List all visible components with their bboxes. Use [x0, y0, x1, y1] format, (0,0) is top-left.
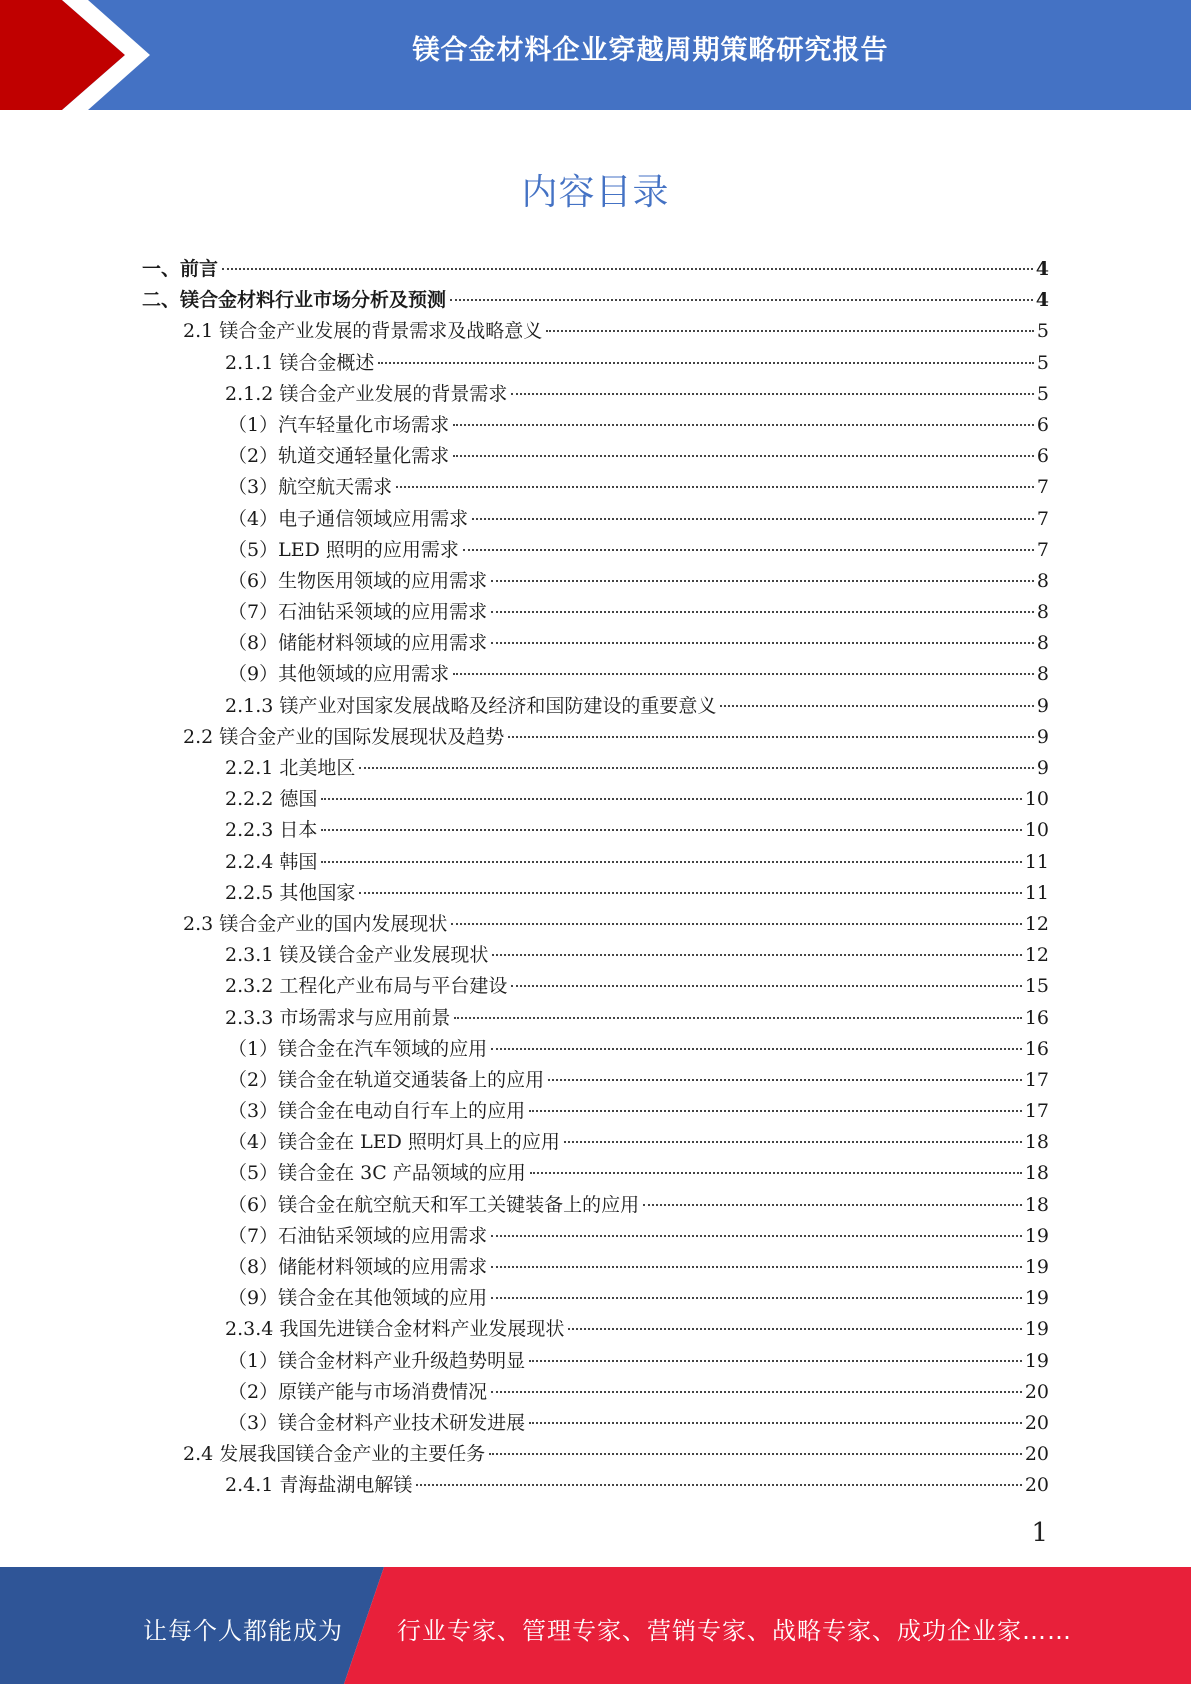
toc-entry[interactable] [0, 1283, 1049, 1314]
toc-dot-leader [454, 1017, 1021, 1019]
toc-entry-page: 16 [1024, 1037, 1049, 1060]
toc-dot-leader [321, 798, 1021, 800]
toc-entry[interactable] [0, 504, 1049, 535]
toc-dot-leader [548, 1079, 1022, 1081]
toc-entry-page: 7 [1036, 507, 1049, 530]
toc-dot-leader [530, 1172, 1022, 1174]
toc-entry-page: 11 [1024, 850, 1049, 873]
toc-entry[interactable] [0, 784, 1049, 815]
toc-dot-leader [529, 1360, 1022, 1362]
toc-entry-page: 18 [1024, 1131, 1049, 1154]
toc-entry[interactable] [0, 659, 1049, 690]
toc-entry-page: 15 [1024, 975, 1049, 998]
toc-entry[interactable] [0, 597, 1049, 628]
toc-entry-page: 20 [1024, 1443, 1049, 1466]
toc-entry[interactable] [0, 348, 1049, 379]
toc-entry[interactable] [0, 316, 1049, 347]
toc-entry-page: 4 [1035, 258, 1049, 280]
toc-entry-page: 9 [1036, 694, 1049, 717]
toc-entry-label: （9）其他领域的应用需求 [228, 663, 450, 686]
toc-dot-leader [450, 299, 1033, 301]
toc-entry-label: （2）镁合金在轨道交通装备上的应用 [228, 1068, 545, 1091]
page-number: 1 [1031, 1518, 1048, 1548]
toc-entry[interactable] [0, 1158, 1049, 1189]
toc-dot-leader [511, 985, 1021, 987]
toc-entry[interactable] [0, 1065, 1049, 1096]
toc-entry-label: 2.1.1 镁合金概述 [225, 351, 375, 374]
toc-entry-label: （6）镁合金在航空航天和军工关键装备上的应用 [228, 1193, 640, 1216]
toc-entry[interactable] [0, 1096, 1049, 1127]
toc-dot-leader [508, 736, 1034, 738]
toc-entry-label: 2.4.1 青海盐湖电解镁 [225, 1474, 413, 1497]
toc-entry-page: 19 [1024, 1224, 1049, 1247]
toc-entry-label: （1）镁合金在汽车领域的应用 [228, 1037, 488, 1060]
toc-entry-page: 9 [1036, 725, 1049, 748]
toc-entry-page: 10 [1024, 788, 1049, 811]
toc-entry-label: （7）石油钻采领域的应用需求 [228, 601, 488, 624]
toc-entry[interactable] [0, 1221, 1049, 1252]
toc-entry-label: （3）镁合金材料产业技术研发进展 [228, 1411, 526, 1434]
toc-entry-page: 19 [1024, 1349, 1049, 1372]
toc-dot-leader [416, 1484, 1021, 1486]
toc-entry-page: 5 [1036, 351, 1049, 374]
toc-entry-page: 12 [1024, 912, 1049, 935]
toc-dot-leader [321, 829, 1021, 831]
toc-entry-page: 8 [1036, 663, 1049, 686]
toc-dot-leader [491, 1235, 1022, 1237]
toc-entry[interactable] [0, 566, 1049, 597]
report-title: 镁合金材料企业穿越周期策略研究报告 [412, 35, 889, 66]
toc-entry-page: 12 [1024, 944, 1049, 967]
toc-entry-label: 2.2.5 其他国家 [225, 881, 356, 904]
toc-entry-page: 8 [1036, 632, 1049, 655]
toc-entry[interactable] [0, 1346, 1049, 1377]
toc-entry-label: （9）镁合金在其他领域的应用 [228, 1287, 488, 1310]
toc-entry-label: （8）储能材料领域的应用需求 [228, 632, 488, 655]
toc-entry[interactable] [0, 1034, 1049, 1065]
toc-dot-leader [359, 767, 1034, 769]
toc-entry-label: 2.2.1 北美地区 [225, 757, 356, 779]
toc-entry-label: 2.3.3 市场需求与应用前景 [225, 1006, 451, 1029]
toc-entry-page: 17 [1024, 1068, 1049, 1091]
toc-dot-leader [492, 954, 1021, 956]
toc-entry[interactable] [0, 1252, 1049, 1283]
footer-slogan-left: 让每个人都能成为 [143, 1617, 343, 1645]
toc-entry-page: 20 [1024, 1411, 1049, 1434]
toc-entry[interactable] [0, 410, 1049, 441]
toc-entry-page: 20 [1024, 1474, 1049, 1497]
toc-dot-leader [720, 705, 1034, 707]
toc-entry-page: 18 [1024, 1193, 1049, 1216]
toc-entry[interactable] [0, 628, 1049, 659]
toc-entry[interactable] [0, 1470, 1049, 1501]
toc-entry[interactable] [0, 472, 1049, 503]
toc-entry-page: 7 [1036, 538, 1049, 561]
toc-entry-page: 6 [1036, 445, 1049, 468]
toc-entry-label: （5）LED 照明的应用需求 [228, 538, 459, 561]
toc-entry-page: 17 [1024, 1100, 1049, 1123]
toc-entry[interactable] [0, 535, 1049, 566]
toc-dot-leader [568, 1328, 1021, 1330]
toc-entry-page: 5 [1036, 320, 1049, 343]
toc-entry-label: （1）镁合金材料产业升级趋势明显 [228, 1349, 526, 1372]
toc-entry[interactable] [0, 285, 1049, 316]
toc-dot-leader [378, 362, 1034, 364]
toc-entry-page: 19 [1024, 1318, 1049, 1341]
toc-entry-page: 16 [1024, 1006, 1049, 1029]
toc-entry-page: 8 [1036, 569, 1049, 592]
toc-entry[interactable] [0, 1314, 1049, 1345]
toc-entry-label: （4）电子通信领域应用需求 [228, 507, 469, 530]
toc-entry-label: 2.3 镁合金产业的国内发展现状 [183, 912, 448, 935]
toc-entry[interactable] [0, 1439, 1049, 1470]
toc-entry-label: （3）镁合金在电动自行车上的应用 [228, 1100, 526, 1123]
toc-entry[interactable] [0, 1190, 1049, 1221]
toc-entry-label: 2.1.2 镁合金产业发展的背景需求 [225, 382, 508, 405]
toc-entry-label: 2.3.1 镁及镁合金产业发展现状 [225, 944, 489, 967]
toc-entry[interactable] [0, 909, 1049, 940]
footer-slogan-right: 行业专家、管理专家、营销专家、战略专家、成功企业家…… [397, 1617, 1072, 1645]
toc-entry-label: 2.1.3 镁产业对国家发展战略及经济和国防建设的重要意义 [225, 694, 717, 717]
toc-entry[interactable] [0, 878, 1049, 909]
toc-entry[interactable] [0, 379, 1049, 410]
toc-dot-leader [489, 1453, 1022, 1455]
toc-entry-label: 2.3.4 我国先进镁合金材料产业发展现状 [225, 1318, 565, 1341]
toc-dot-leader [529, 1110, 1022, 1112]
toc-entry-label: 2.4 发展我国镁合金产业的主要任务 [183, 1443, 486, 1466]
toc-dot-leader [511, 393, 1034, 395]
toc-dot-leader [546, 330, 1034, 332]
toc-dot-leader [222, 268, 1033, 270]
toc-dot-leader [491, 642, 1034, 644]
toc-dot-leader [491, 1391, 1022, 1393]
toc-entry[interactable] [0, 441, 1049, 472]
toc-entry[interactable] [0, 1003, 1049, 1034]
report-footer [0, 1567, 1191, 1684]
toc-entry-page: 7 [1036, 476, 1049, 499]
toc-entry-label: （2）轨道交通轻量化需求 [228, 445, 450, 468]
toc-entry[interactable] [0, 722, 1049, 753]
toc-entry-label: 2.2 镁合金产业的国际发展现状及趋势 [183, 725, 505, 748]
toc-entry-label: 2.2.3 日本 [225, 819, 318, 842]
toc-entry[interactable] [0, 1377, 1049, 1408]
toc-dot-leader [491, 611, 1034, 613]
toc-entry-page: 9 [1036, 757, 1049, 779]
toc-entry-page: 11 [1024, 881, 1049, 904]
toc-entry-label: 二、镁合金材料行业市场分析及预测 [142, 289, 447, 312]
toc-entry[interactable] [0, 971, 1049, 1002]
toc-entry[interactable] [0, 815, 1049, 846]
toc-entry-page: 19 [1024, 1256, 1049, 1278]
toc-entry-page: 6 [1036, 413, 1049, 436]
toc-entry-label: （3）航空航天需求 [228, 476, 393, 499]
toc-dot-leader [491, 580, 1034, 582]
toc-dot-leader [453, 455, 1034, 457]
toc-entry-label: 2.2.4 韩国 [225, 850, 318, 873]
toc-entry-page: 4 [1035, 289, 1049, 312]
toc-entry-page: 18 [1024, 1162, 1049, 1185]
toc-entry-label: （8）储能材料领域的应用需求 [228, 1256, 488, 1278]
toc-entry[interactable] [0, 847, 1049, 878]
toc-entry-page: 19 [1024, 1287, 1049, 1310]
toc-entry-page: 5 [1036, 382, 1049, 405]
toc-entry[interactable] [0, 254, 1049, 285]
toc-dot-leader [453, 424, 1034, 426]
toc-entry-page: 10 [1024, 819, 1049, 842]
toc-dot-leader [453, 673, 1034, 675]
toc-entry[interactable] [0, 1408, 1049, 1439]
toc-entry-page: 20 [1024, 1380, 1049, 1403]
toc-entry-label: 2.1 镁合金产业发展的背景需求及战略意义 [183, 320, 543, 343]
toc-entry-label: 一、前言 [142, 258, 219, 280]
toc-dot-leader [491, 1048, 1022, 1050]
toc-dot-leader [359, 892, 1021, 894]
toc-entry-label: （1）汽车轻量化市场需求 [228, 413, 450, 436]
toc-entry[interactable] [0, 1127, 1049, 1158]
toc-dot-leader [472, 518, 1034, 520]
toc-dot-leader [321, 861, 1021, 863]
toc-dot-leader [396, 486, 1034, 488]
toc-dot-leader [564, 1141, 1022, 1143]
toc-dot-leader [451, 923, 1022, 925]
toc-entry-label: （4）镁合金在 LED 照明灯具上的应用 [228, 1131, 560, 1154]
toc-entry-page: 8 [1036, 601, 1049, 624]
toc-dot-leader [463, 549, 1034, 551]
toc-entry-label: （7）石油钻采领域的应用需求 [228, 1224, 488, 1247]
report-header [0, 0, 1191, 110]
toc-entry-label: （2）原镁产能与市场消费情况 [228, 1380, 488, 1403]
toc-entry[interactable] [0, 753, 1049, 784]
toc-entry[interactable] [0, 940, 1049, 971]
toc-entry-label: （5）镁合金在 3C 产品领域的应用 [228, 1162, 526, 1185]
toc-dot-leader [491, 1297, 1022, 1299]
toc-entry-label: （6）生物医用领域的应用需求 [228, 569, 488, 592]
toc-entry[interactable] [0, 691, 1049, 722]
toc-entry-label: 2.3.2 工程化产业布局与平台建设 [225, 975, 508, 998]
toc-dot-leader [529, 1422, 1022, 1424]
toc-entry-label: 2.2.2 德国 [225, 788, 318, 811]
toc-dot-leader [491, 1266, 1022, 1268]
toc-dot-leader [643, 1204, 1022, 1206]
table-of-contents [0, 254, 1191, 1502]
toc-heading: 内容目录 [521, 172, 670, 213]
